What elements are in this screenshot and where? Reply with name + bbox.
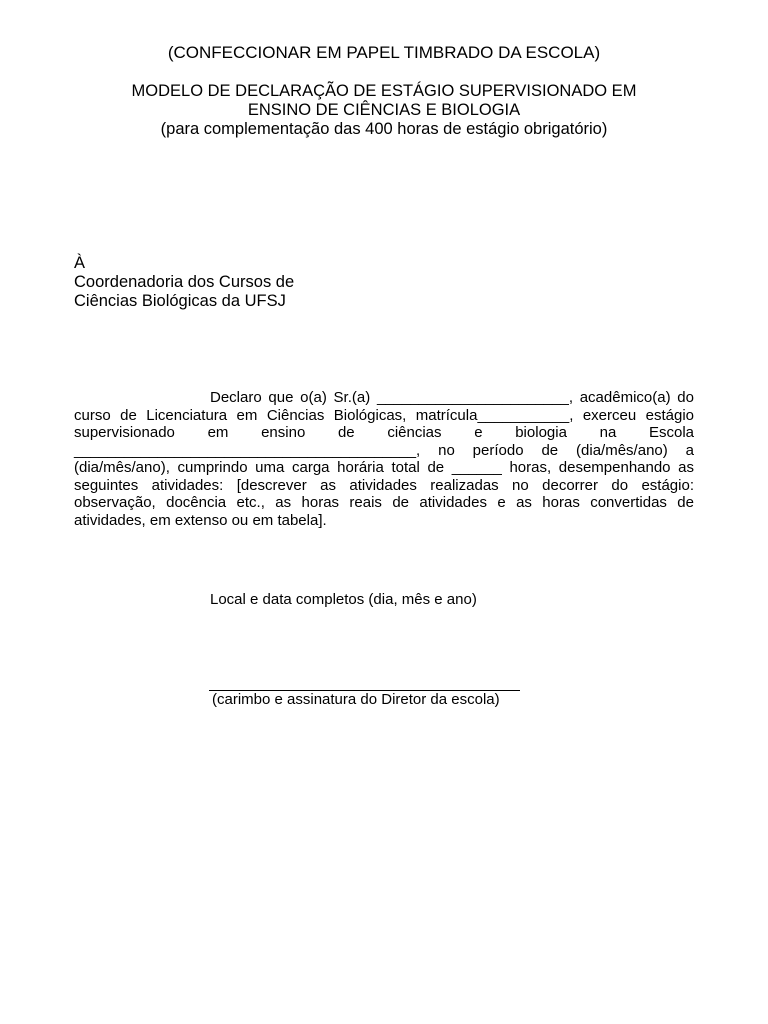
title-subtitle: (para complementação das 400 horas de estágio obrigatório) (160, 120, 608, 138)
addressee-line-1: À (74, 254, 86, 272)
addressee-block (74, 254, 294, 311)
signature-caption: (carimbo e assinatura do Diretor da escola) (212, 691, 500, 708)
declaration-paragraph: Declaro que o(a) Sr.(a) _______________________, acadêmico(a) do curso de Licenciatura em Ciências Biológicas, matrícula___________, exerceu estágio supervisionado em ensino de ciências e biologia na Escola _________________________________________, no período de (dia/mês/ano) a (dia/mês/ano), cumprindo uma carga horária total de ______ horas, desempenhando as seguintes atividades: [descrever as atividades realizadas no decorrer do estágio: observação, docência etc., as horas reais de atividades e as horas convertidas de atividades, em extenso ou em tabela]. (74, 389, 694, 529)
document-title (0, 82, 768, 139)
addressee-line-3: Ciências Biológicas da UFSJ (74, 292, 286, 310)
letterhead-instruction: (CONFECCIONAR EM PAPEL TIMBRADO DA ESCOLA) (167, 43, 601, 62)
addressee-line-2: Coordenadoria dos Cursos de (74, 273, 295, 291)
title-line-2: ENSINO DE CIÊNCIAS E BIOLOGIA (247, 101, 521, 119)
place-date-line: Local e data completos (dia, mês e ano) (210, 591, 477, 608)
title-line-1: MODELO DE DECLARAÇÃO DE ESTÁGIO SUPERVISIONADO EM (131, 82, 637, 100)
